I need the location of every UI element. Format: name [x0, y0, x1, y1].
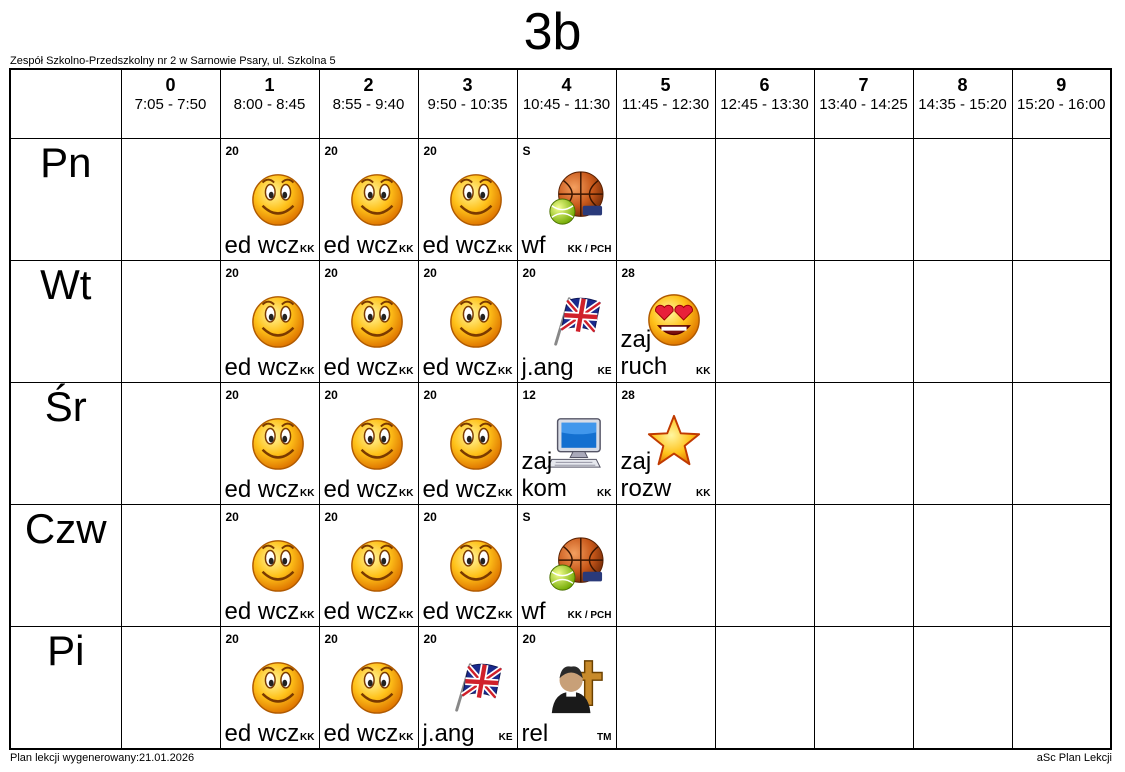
- room-number: 20: [225, 265, 239, 280]
- teacher-initials: KK: [498, 365, 513, 377]
- empty-slot: [1012, 260, 1111, 382]
- teacher-initials: KE: [597, 365, 612, 377]
- room-number: 20: [324, 143, 338, 158]
- room-number: 28: [621, 265, 635, 280]
- period-time: 13:40 - 14:25: [819, 96, 908, 113]
- period-header-6: [715, 69, 814, 138]
- period-time: 10:45 - 11:30: [522, 96, 611, 113]
- period-number: 9: [1056, 75, 1067, 95]
- period-time: 15:20 - 16:00: [1017, 96, 1106, 113]
- basketball-icon: [546, 169, 604, 227]
- empty-slot: [715, 382, 814, 504]
- teacher-initials: KE: [498, 731, 513, 743]
- lesson-cell[interactable]: [418, 138, 517, 260]
- subject-name: ed wcz: [422, 353, 498, 381]
- empty-slot: [814, 382, 913, 504]
- subject-name: ed wcz: [422, 475, 498, 503]
- room-number: 20: [423, 509, 437, 524]
- empty-slot: [913, 382, 1012, 504]
- room-number: 20: [423, 265, 437, 280]
- lesson-cell[interactable]: [220, 260, 319, 382]
- subject-name: ed wcz: [224, 231, 300, 259]
- smiley-icon: [348, 291, 406, 349]
- day-label: Śr: [10, 382, 121, 504]
- empty-slot: [814, 138, 913, 260]
- teacher-initials: KK: [399, 487, 414, 499]
- subject-name: zaj rozw: [620, 447, 672, 502]
- lesson-cell[interactable]: [319, 382, 418, 504]
- empty-slot: [121, 138, 220, 260]
- teacher-initials: TM: [597, 731, 612, 743]
- empty-slot: [1012, 626, 1111, 749]
- corner-cell: [10, 69, 121, 138]
- teacher-initials: KK: [300, 243, 315, 255]
- empty-slot: [913, 504, 1012, 626]
- room-number: 20: [324, 631, 338, 646]
- period-number: 4: [561, 75, 572, 95]
- period-number: 2: [363, 75, 374, 95]
- room-number: 20: [423, 143, 437, 158]
- period-header-2: [319, 69, 418, 138]
- lesson-cell[interactable]: [220, 382, 319, 504]
- day-row: [10, 260, 1111, 382]
- subject-name: ed wcz: [224, 353, 300, 381]
- smiley-icon: [348, 169, 406, 227]
- empty-slot: [913, 626, 1012, 749]
- page-title: 3b: [523, 3, 582, 61]
- empty-slot: [814, 260, 913, 382]
- empty-slot: [715, 260, 814, 382]
- empty-slot: [814, 626, 913, 749]
- teacher-initials: KK / PCH: [567, 243, 612, 255]
- lesson-cell[interactable]: [517, 260, 616, 382]
- empty-slot: [121, 626, 220, 749]
- empty-slot: [616, 504, 715, 626]
- period-header-7: [814, 69, 913, 138]
- empty-slot: [715, 626, 814, 749]
- empty-slot: [616, 138, 715, 260]
- teacher-initials: KK: [300, 365, 315, 377]
- empty-slot: [1012, 138, 1111, 260]
- teacher-initials: KK: [399, 609, 414, 621]
- lesson-cell[interactable]: [418, 504, 517, 626]
- lesson-cell[interactable]: [616, 382, 715, 504]
- room-number: 20: [225, 509, 239, 524]
- day-row: [10, 504, 1111, 626]
- period-time: 8:00 - 8:45: [233, 96, 306, 113]
- period-time: 8:55 - 9:40: [332, 96, 405, 113]
- subject-name: ed wcz: [323, 475, 399, 503]
- lesson-cell[interactable]: [517, 382, 616, 504]
- timetable: [9, 68, 1112, 750]
- empty-slot: [913, 260, 1012, 382]
- empty-slot: [121, 382, 220, 504]
- day-row: [10, 382, 1111, 504]
- smiley-icon: [447, 169, 505, 227]
- teacher-initials: KK / PCH: [567, 609, 612, 621]
- subject-name: j.ang: [422, 719, 475, 747]
- day-row: [10, 138, 1111, 260]
- day-label: Wt: [10, 260, 121, 382]
- teacher-initials: KK: [300, 731, 315, 743]
- empty-slot: [814, 504, 913, 626]
- period-number: 5: [660, 75, 671, 95]
- uk-flag-icon: [546, 291, 604, 349]
- lesson-cell[interactable]: [220, 138, 319, 260]
- app-credit: aSc Plan Lekcji: [1036, 752, 1112, 764]
- empty-slot: [121, 504, 220, 626]
- teacher-initials: KK: [300, 487, 315, 499]
- period-header-3: [418, 69, 517, 138]
- smiley-icon: [249, 291, 307, 349]
- room-number: 20: [225, 143, 239, 158]
- room-number: 20: [324, 509, 338, 524]
- smiley-icon: [348, 535, 406, 593]
- period-header-4: [517, 69, 616, 138]
- subject-name: ed wcz: [224, 719, 300, 747]
- teacher-initials: KK: [498, 243, 513, 255]
- period-header-5: [616, 69, 715, 138]
- lesson-cell[interactable]: [319, 626, 418, 749]
- room-number: 12: [522, 387, 536, 402]
- lesson-cell[interactable]: [319, 138, 418, 260]
- period-number: 7: [858, 75, 869, 95]
- teacher-initials: KK: [498, 487, 513, 499]
- period-time: 12:45 - 13:30: [720, 96, 809, 113]
- period-header-9: [1012, 69, 1111, 138]
- teacher-initials: KK: [300, 609, 315, 621]
- lesson-cell[interactable]: [418, 626, 517, 749]
- period-time: 14:35 - 15:20: [918, 96, 1007, 113]
- period-header-0: [121, 69, 220, 138]
- subject-name: ed wcz: [323, 231, 399, 259]
- room-number: 20: [324, 387, 338, 402]
- school-name: Zespół Szkolno-Przedszkolny nr 2 w Sarnowie Psary, ul. Szkolna 5: [10, 55, 336, 67]
- lesson-cell[interactable]: [319, 504, 418, 626]
- teacher-initials: KK: [498, 609, 513, 621]
- room-number: 20: [423, 631, 437, 646]
- empty-slot: [121, 260, 220, 382]
- teacher-initials: KK: [399, 365, 414, 377]
- priest-icon: [546, 657, 604, 715]
- teacher-initials: KK: [597, 487, 612, 499]
- period-number: 6: [759, 75, 770, 95]
- basketball-icon: [546, 535, 604, 593]
- teacher-initials: KK: [399, 731, 414, 743]
- lesson-cell[interactable]: [418, 260, 517, 382]
- period-number: 3: [462, 75, 473, 95]
- lesson-cell[interactable]: [517, 504, 616, 626]
- period-header-1: [220, 69, 319, 138]
- room-number: 20: [225, 631, 239, 646]
- smiley-icon: [447, 291, 505, 349]
- room-number: 20: [324, 265, 338, 280]
- period-number: 0: [165, 75, 176, 95]
- teacher-initials: KK: [696, 487, 711, 499]
- period-time: 11:45 - 12:30: [621, 96, 710, 113]
- day-label: Pi: [10, 626, 121, 749]
- room-number: 20: [423, 387, 437, 402]
- lesson-cell[interactable]: [517, 138, 616, 260]
- smiley-icon: [447, 535, 505, 593]
- room-number: 20: [225, 387, 239, 402]
- subject-name: ed wcz: [323, 353, 399, 381]
- smiley-icon: [249, 535, 307, 593]
- subject-name: ed wcz: [224, 475, 300, 503]
- smiley-icon: [249, 169, 307, 227]
- uk-flag-icon: [447, 657, 505, 715]
- subject-name: ed wcz: [224, 597, 300, 625]
- period-number: 8: [957, 75, 968, 95]
- subject-name: ed wcz: [323, 719, 399, 747]
- subject-name: zaj kom: [521, 447, 567, 502]
- subject-name: j.ang: [521, 353, 574, 381]
- lesson-cell[interactable]: [220, 504, 319, 626]
- period-header-row: [10, 69, 1111, 138]
- room-number: S: [522, 143, 531, 158]
- subject-name: wf: [521, 597, 546, 625]
- period-time: 9:50 - 10:35: [427, 96, 508, 113]
- room-number: 20: [522, 265, 536, 280]
- period-number: 1: [264, 75, 275, 95]
- smiley-icon: [249, 657, 307, 715]
- teacher-initials: KK: [696, 365, 711, 377]
- smiley-icon: [447, 413, 505, 471]
- subject-name: wf: [521, 231, 546, 259]
- lesson-cell[interactable]: [418, 382, 517, 504]
- lesson-cell[interactable]: [517, 626, 616, 749]
- empty-slot: [715, 138, 814, 260]
- lesson-cell[interactable]: [220, 626, 319, 749]
- lesson-cell[interactable]: [319, 260, 418, 382]
- subject-name: ed wcz: [422, 597, 498, 625]
- empty-slot: [1012, 504, 1111, 626]
- subject-name: ed wcz: [422, 231, 498, 259]
- room-number: S: [522, 509, 531, 524]
- teacher-initials: KK: [399, 243, 414, 255]
- room-number: 20: [522, 631, 536, 646]
- day-label: Pn: [10, 138, 121, 260]
- empty-slot: [1012, 382, 1111, 504]
- period-header-8: [913, 69, 1012, 138]
- subject-name: ed wcz: [323, 597, 399, 625]
- generated-date: Plan lekcji wygenerowany:21.01.2026: [10, 752, 195, 764]
- empty-slot: [616, 626, 715, 749]
- subject-name: rel: [521, 719, 549, 747]
- subject-name: zaj ruch: [620, 325, 668, 380]
- period-time: 7:05 - 7:50: [134, 96, 207, 113]
- empty-slot: [715, 504, 814, 626]
- day-label: Czw: [10, 504, 121, 626]
- day-row: [10, 626, 1111, 749]
- smiley-icon: [348, 413, 406, 471]
- smiley-icon: [249, 413, 307, 471]
- empty-slot: [913, 138, 1012, 260]
- lesson-cell[interactable]: [616, 260, 715, 382]
- room-number: 28: [621, 387, 635, 402]
- smiley-icon: [348, 657, 406, 715]
